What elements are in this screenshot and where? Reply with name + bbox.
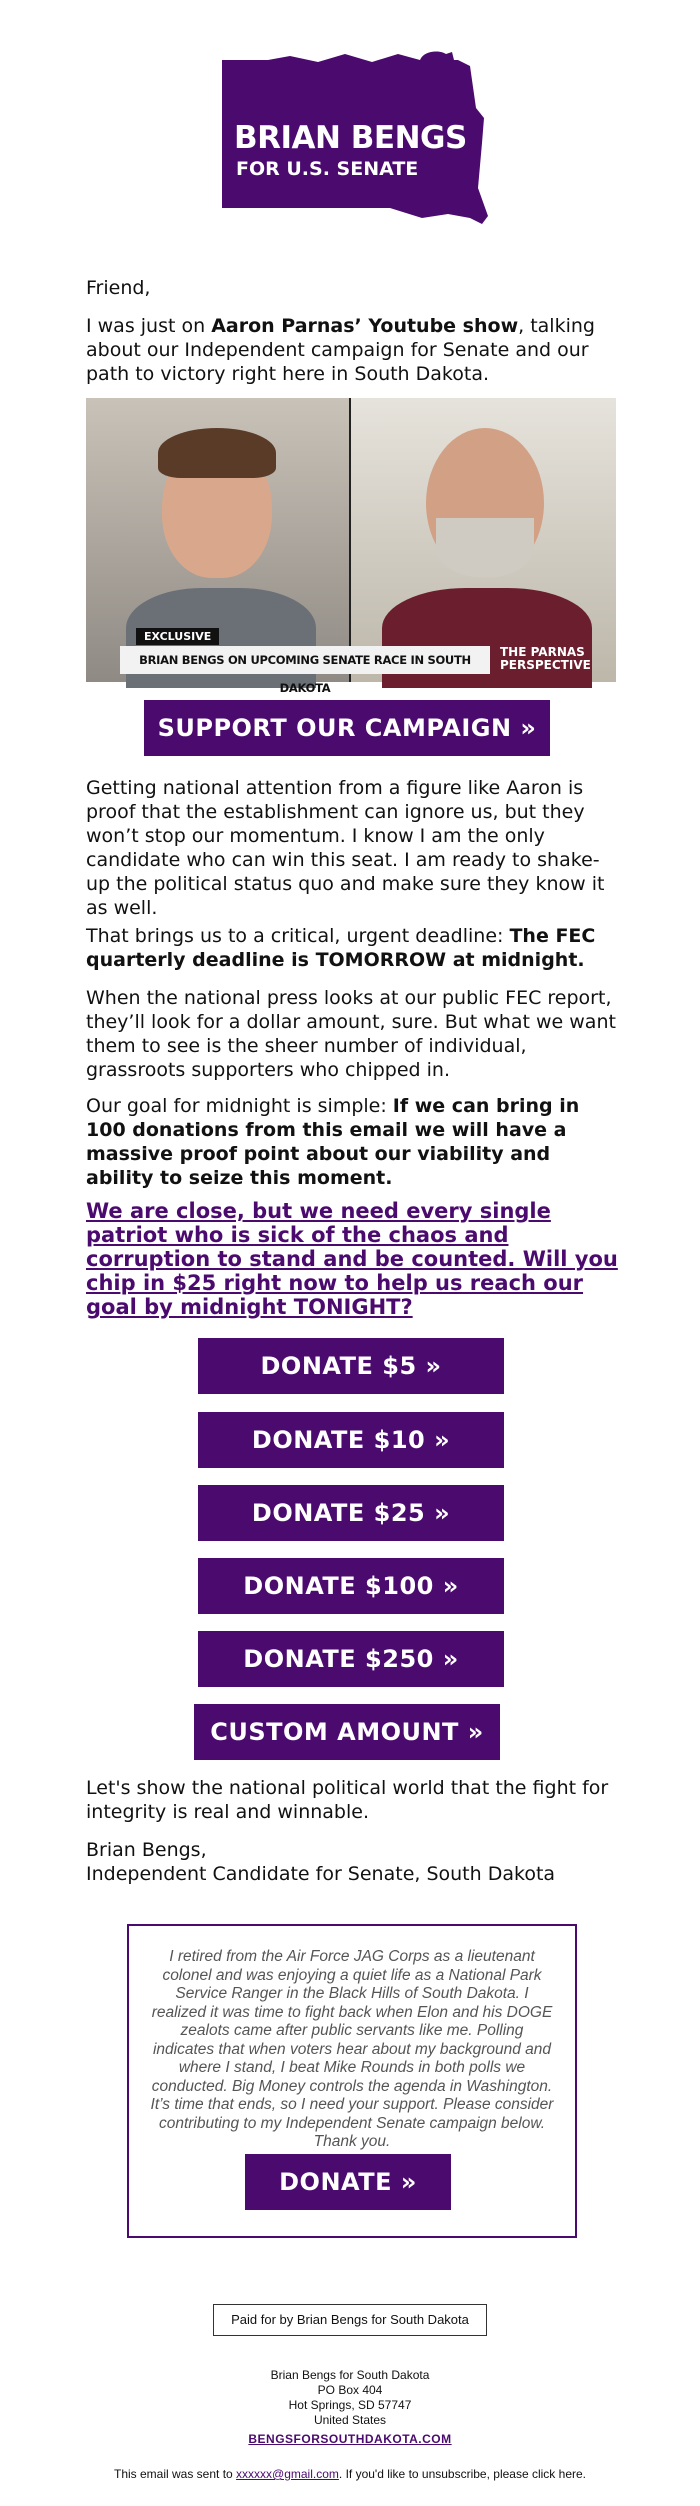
candidate-quote-box xyxy=(127,1924,577,2238)
donate-250-button[interactable]: DONATE $250 » xyxy=(198,1631,504,1687)
logo-line1: BRIAN BENGS xyxy=(234,120,467,156)
donate-25-button[interactable]: DONATE $25 » xyxy=(198,1485,504,1541)
recipient-email-link[interactable]: xxxxxx@gmail.com xyxy=(236,2467,339,2481)
website-link[interactable]: BENGSFORSOUTHDAKOTA.COM xyxy=(248,2432,452,2446)
para-attention: Getting national attention from a figure like Aaron is proof that the establishment can ignore us, but they won’t stop our momentum. I know I am the only candidate who can win this seat. I am ready to shake-up the political status quo and make sure they know it as well. xyxy=(86,777,605,919)
quote-donate-button[interactable]: DONATE » xyxy=(245,2154,451,2210)
campaign-logo[interactable] xyxy=(0,48,700,228)
candidate-quote: I retired from the Air Force JAG Corps as a lieutenant colonel and was enjoying a quiet life as a National Park Service Ranger in the Black Hills of South Dakota. I realized it was time to fight back when Elon and his DOGE zealots came after public servants like me. Polling indicates that when voters hear about my background and where I stand, I beat Mike Rounds in both polls we conducted. Big Money controls the agenda in Washington. It’s time that ends, so I need your support. Please consider contributing to my Independent Senate campaign below. Thank you. xyxy=(150,1948,554,2150)
signature xyxy=(86,1838,616,1886)
support-campaign-button[interactable]: SUPPORT OUR CAMPAIGN » xyxy=(144,700,550,756)
logo-line2: FOR U.S. SENATE xyxy=(236,158,419,180)
unsubscribe-notice: This email was sent to xxxxxx@gmail.com. If you'd like to unsubscribe, please click here. xyxy=(113,2467,586,2481)
video-caption: BRIAN BENGS ON UPCOMING SENATE RACE IN SOUTH DAKOTA xyxy=(120,646,490,674)
guest-hair xyxy=(158,428,276,478)
para-deadline: That brings us to a critical, urgent deadline: The FEC quarterly deadline is TOMORROW at midnight. xyxy=(86,925,596,971)
donate-10-button[interactable]: DONATE $10 » xyxy=(198,1412,504,1468)
signature-name: Brian Bengs, xyxy=(86,1839,207,1861)
parnas-brand: THE PARNAS PERSPECTIVE xyxy=(500,645,591,672)
aaron-parnas-mention: Aaron Parnas’ Youtube show xyxy=(211,315,519,337)
host-beard xyxy=(436,518,534,578)
paid-for-disclaimer: Paid for by Brian Bengs for South Dakota xyxy=(213,2304,487,2336)
unsubscribe-link[interactable]: . If you'd like to unsubscribe, please click here. xyxy=(338,2467,586,2481)
mailing-address: Brian Bengs for South Dakota PO Box 404 Hot Springs, SD 57747 United States xyxy=(270,2368,430,2427)
donate-100-button[interactable]: DONATE $100 » xyxy=(198,1558,504,1614)
chip-in-link[interactable]: We are close, but we need every single patriot who is sick of the chaos and corruption to stand and be counted. Will you chip in $25 right now to help us reach our goal by midnight TONIGHT? xyxy=(86,1199,618,1319)
signature-title: Independent Candidate for Senate, South Dakota xyxy=(86,1863,556,1885)
intro-paragraph: I was just on Aaron Parnas’ Youtube show, talking about our Independent campaign for Senate and our path to victory right here in South Dakota. xyxy=(86,315,595,385)
closing-paragraph: Let's show the national political world that the fight for integrity is real and winnable. xyxy=(86,1777,609,1823)
exclusive-tag: EXCLUSIVE xyxy=(136,628,219,645)
video-thumbnail[interactable] xyxy=(86,398,616,695)
greeting: Friend, xyxy=(86,277,151,299)
para-goal: Our goal for midnight is simple: If we can bring in 100 donations from this email we will have a massive proof point about our viability and ability to seize this moment. xyxy=(86,1095,580,1189)
donate-5-button[interactable]: DONATE $5 » xyxy=(198,1338,504,1394)
custom-amount-button[interactable]: CUSTOM AMOUNT » xyxy=(194,1704,500,1760)
para-press: When the national press looks at our public FEC report, they’ll look for a dollar amount, sure. But what we want them to see is the sheer number of individual, grassroots supporters who chipped in. xyxy=(86,987,616,1081)
